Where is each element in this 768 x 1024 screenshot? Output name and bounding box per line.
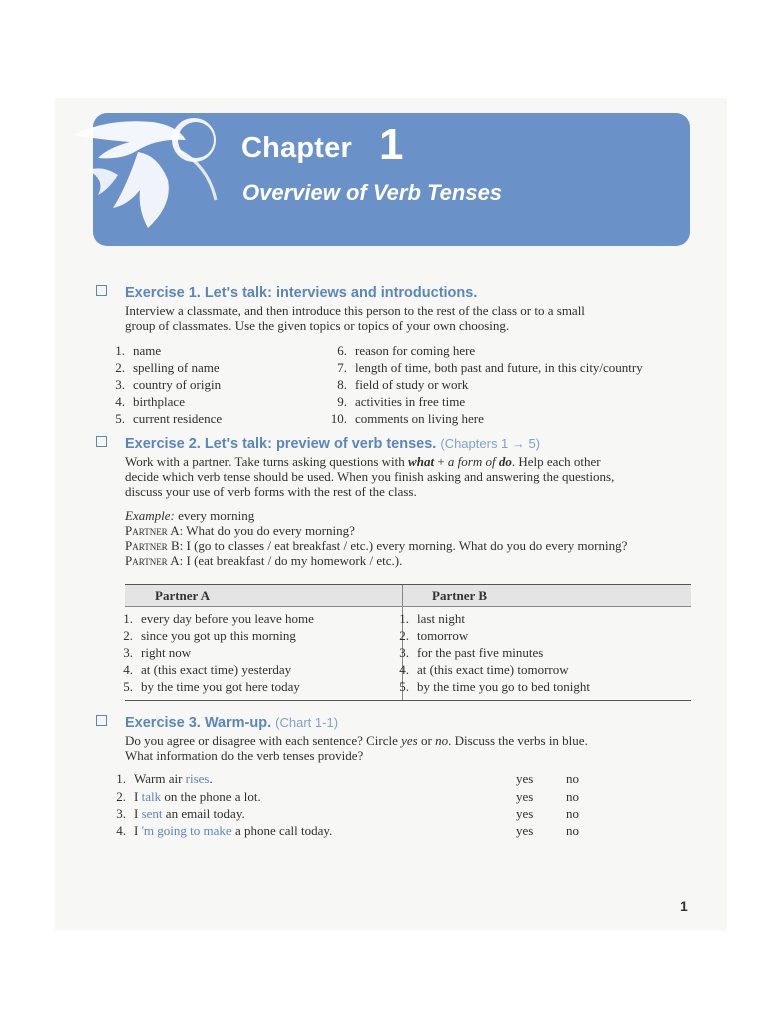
example-partner-a-1 bbox=[125, 523, 700, 539]
exercise-2-title: Exercise 2. Let's talk: preview of verb tenses. bbox=[125, 436, 437, 452]
plus-sign: + bbox=[434, 454, 448, 469]
chart-reference: (Chart 1-1) bbox=[275, 715, 339, 730]
text-run: or bbox=[417, 733, 436, 748]
item-number: 2. bbox=[399, 628, 409, 643]
item-number: 6. bbox=[337, 343, 347, 358]
exercise-2-line-2: decide which verb tense should be used. When you finish asking and answering the questions, bbox=[125, 469, 615, 484]
blue-verb: sent bbox=[141, 806, 163, 821]
checkbox-icon bbox=[96, 715, 107, 726]
bird-logo-icon bbox=[68, 110, 228, 240]
table-row bbox=[113, 628, 296, 643]
text-run: a form of bbox=[447, 454, 499, 469]
text-run: a phone call today. bbox=[231, 823, 333, 838]
list-item bbox=[105, 360, 220, 375]
table-row bbox=[389, 662, 569, 677]
example-text: every morning bbox=[174, 508, 255, 523]
list-item bbox=[106, 806, 245, 821]
chapter-label: Chapter bbox=[241, 132, 352, 164]
item-text: by the time you go to bed tonight bbox=[417, 679, 590, 694]
exercise-1-heading bbox=[96, 285, 477, 301]
answer-no[interactable]: no bbox=[566, 771, 579, 786]
exercise-3-line-1 bbox=[125, 733, 700, 749]
exercise-2-heading bbox=[96, 436, 540, 452]
text-run: an email today. bbox=[162, 806, 245, 821]
answer-yes[interactable]: yes bbox=[516, 823, 534, 838]
exercise-1-line-2: group of classmates. Use the given topics or topics of your own choosing. bbox=[125, 318, 510, 333]
blue-verb: rises bbox=[185, 771, 210, 786]
answer-yes[interactable]: yes bbox=[516, 771, 534, 786]
list-item bbox=[327, 360, 643, 375]
speaker-label: Partner A: bbox=[125, 523, 184, 538]
speaker-text: What do you do every morning? bbox=[183, 523, 355, 538]
table-row bbox=[389, 628, 468, 643]
item-number: 4. bbox=[115, 394, 125, 409]
chapter-number: 1 bbox=[379, 120, 404, 169]
list-item bbox=[105, 394, 185, 409]
list-item bbox=[327, 411, 484, 426]
list-item bbox=[327, 377, 468, 392]
table-header-partner-a: Partner A bbox=[155, 588, 210, 603]
item-number: 3. bbox=[399, 645, 409, 660]
item-number: 4. bbox=[123, 662, 133, 677]
item-text: right now bbox=[141, 645, 192, 660]
text-run: . bbox=[209, 771, 213, 786]
list-item bbox=[327, 343, 475, 358]
item-number: 4. bbox=[116, 823, 126, 838]
list-item bbox=[106, 789, 261, 804]
table-row bbox=[113, 611, 314, 626]
chapter-reference: (Chapters 1 → 5) bbox=[440, 436, 541, 451]
example-line bbox=[125, 508, 700, 524]
keyword-no: no bbox=[435, 733, 449, 748]
text-run: . Help each other bbox=[511, 454, 601, 469]
text-run: I bbox=[134, 823, 142, 838]
blue-verb: 'm going to make bbox=[141, 823, 232, 838]
item-number: 1. bbox=[399, 611, 409, 626]
item-text: name bbox=[133, 343, 162, 358]
list-item bbox=[327, 394, 465, 409]
item-text: at (this exact time) tomorrow bbox=[417, 662, 569, 677]
item-text: spelling of name bbox=[133, 360, 220, 375]
item-text: last night bbox=[417, 611, 466, 626]
item-text: reason for coming here bbox=[355, 343, 476, 358]
item-text: at (this exact time) yesterday bbox=[141, 662, 292, 677]
keyword-do: do bbox=[498, 454, 512, 469]
example-partner-a-2 bbox=[125, 553, 700, 569]
exercise-1-title: Exercise 1. Let's talk: interviews and introductions. bbox=[125, 285, 478, 301]
item-number: 3. bbox=[123, 645, 133, 660]
item-number: 1. bbox=[116, 771, 126, 786]
item-number: 8. bbox=[337, 377, 347, 392]
text-run: Work with a partner. Take turns asking questions with bbox=[125, 454, 409, 469]
text-run: on the phone a lot. bbox=[161, 789, 261, 804]
exercise-3-line-2: What information do the verb tenses provide? bbox=[125, 748, 364, 763]
text-run: Warm air bbox=[134, 771, 186, 786]
answer-no[interactable]: no bbox=[566, 823, 579, 838]
item-text: country of origin bbox=[133, 377, 222, 392]
answer-yes[interactable]: yes bbox=[516, 806, 534, 821]
exercise-1-line-1: Interview a classmate, and then introduce this person to the rest of the class or to a small bbox=[125, 303, 585, 318]
item-number: 10. bbox=[330, 411, 347, 426]
text-run: Do you agree or disagree with each sentence? Circle bbox=[125, 733, 402, 748]
text-run: I bbox=[134, 789, 142, 804]
item-number: 5. bbox=[399, 679, 409, 694]
speaker-label: Partner B: bbox=[125, 538, 184, 553]
item-number: 2. bbox=[123, 628, 133, 643]
table-row bbox=[113, 645, 191, 660]
item-number: 2. bbox=[115, 360, 125, 375]
item-text: current residence bbox=[133, 411, 223, 426]
item-text: for the past five minutes bbox=[417, 645, 544, 660]
answer-yes[interactable]: yes bbox=[516, 789, 534, 804]
item-number: 5. bbox=[123, 679, 133, 694]
example-label: Example: bbox=[125, 508, 175, 523]
item-number: 3. bbox=[115, 377, 125, 392]
item-number: 7. bbox=[337, 360, 347, 375]
item-text: since you got up this morning bbox=[141, 628, 296, 643]
answer-no[interactable]: no bbox=[566, 806, 579, 821]
list-item bbox=[105, 343, 161, 358]
item-text: field of study or work bbox=[355, 377, 469, 392]
example-partner-b bbox=[125, 538, 700, 554]
item-text: every day before you leave home bbox=[141, 611, 314, 626]
list-item bbox=[106, 823, 332, 838]
page-number: 1 bbox=[680, 898, 688, 914]
table-row bbox=[113, 679, 300, 694]
item-number: 1. bbox=[115, 343, 125, 358]
table-header-partner-b: Partner B bbox=[432, 588, 487, 603]
table-row bbox=[389, 679, 590, 694]
item-text: comments on living here bbox=[355, 411, 484, 426]
text-run: . Discuss the verbs in blue. bbox=[448, 733, 588, 748]
keyword-yes: yes bbox=[401, 733, 418, 748]
exercise-3-heading bbox=[96, 715, 338, 731]
speaker-text: I (eat breakfast / do my homework / etc.). bbox=[183, 553, 403, 568]
item-number: 9. bbox=[337, 394, 347, 409]
partner-table bbox=[125, 584, 691, 701]
table-row bbox=[389, 645, 543, 660]
table-row bbox=[113, 662, 291, 677]
chapter-title: Overview of Verb Tenses bbox=[242, 180, 503, 205]
list-item bbox=[105, 411, 222, 426]
exercise-2-line-1 bbox=[125, 454, 700, 470]
item-text: activities in free time bbox=[355, 394, 466, 409]
keyword-what: what bbox=[408, 454, 435, 469]
list-item bbox=[106, 771, 213, 786]
answer-no[interactable]: no bbox=[566, 789, 579, 804]
exercise-3-title: Exercise 3. Warm-up. bbox=[125, 715, 272, 731]
item-number: 3. bbox=[116, 806, 126, 821]
item-number: 2. bbox=[116, 789, 126, 804]
speaker-label: Partner A: bbox=[125, 553, 184, 568]
item-text: length of time, both past and future, in this city/country bbox=[355, 360, 643, 375]
item-number: 4. bbox=[399, 662, 409, 677]
checkbox-icon bbox=[96, 436, 107, 447]
list-item bbox=[105, 377, 221, 392]
checkbox-icon bbox=[96, 285, 107, 296]
item-text: tomorrow bbox=[417, 628, 469, 643]
text-run: I bbox=[134, 806, 142, 821]
table-row bbox=[389, 611, 465, 626]
speaker-text: I (go to classes / eat breakfast / etc.) every morning. What do you do every morning? bbox=[183, 538, 628, 553]
blue-verb: talk bbox=[141, 789, 162, 804]
item-text: birthplace bbox=[133, 394, 185, 409]
item-number: 1. bbox=[123, 611, 133, 626]
item-text: by the time you got here today bbox=[141, 679, 300, 694]
exercise-2-line-3: discuss your use of verb forms with the rest of the class. bbox=[125, 484, 417, 499]
item-number: 5. bbox=[115, 411, 125, 426]
